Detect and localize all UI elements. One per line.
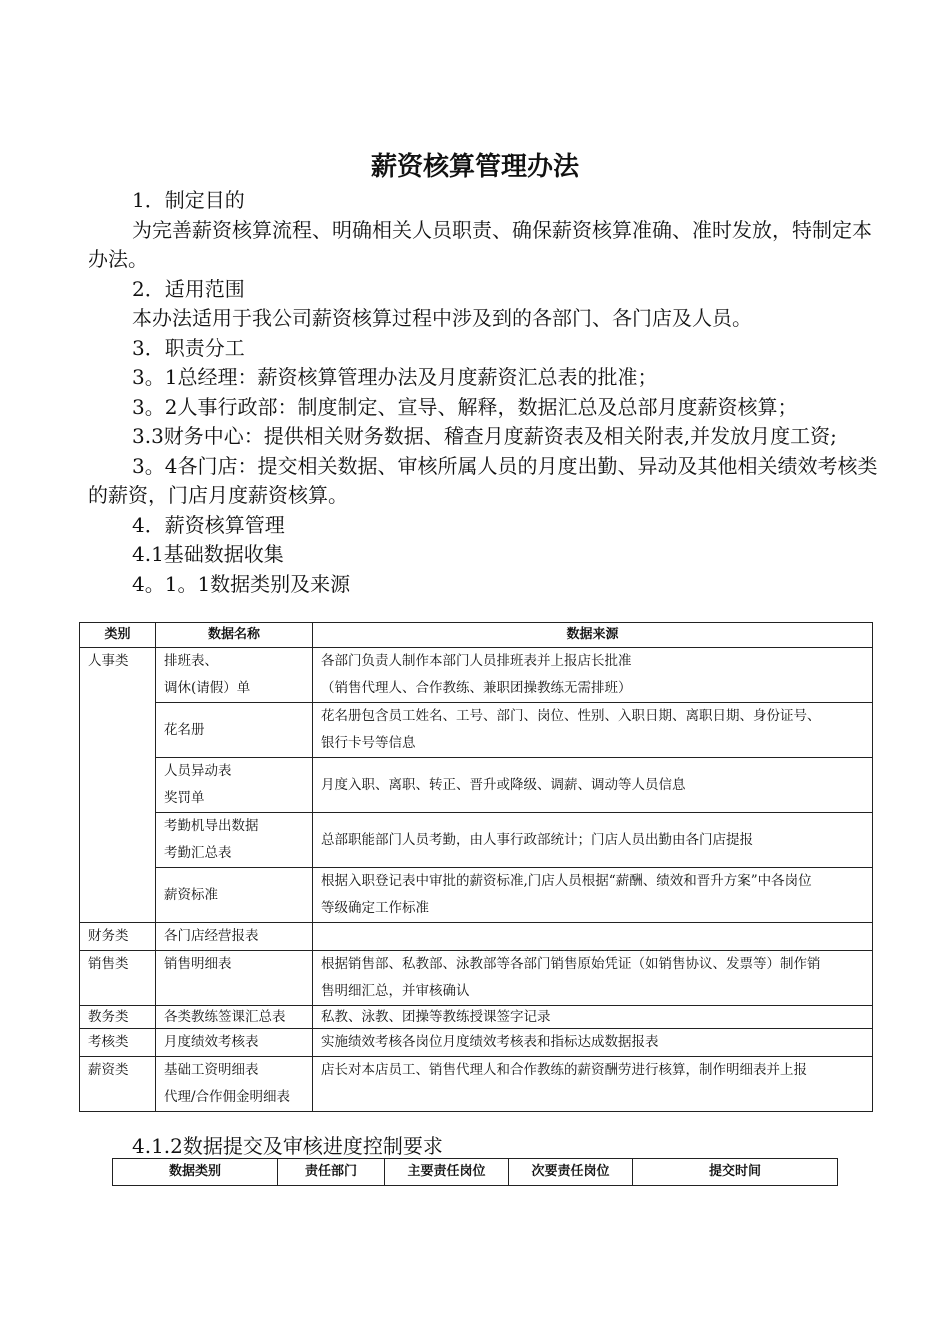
- source-cell: [313, 648, 873, 703]
- name-cell: [156, 813, 313, 868]
- name-cell: 花名册: [156, 703, 313, 758]
- name-line: 人员异动表: [164, 763, 232, 779]
- source-line: （销售代理人、合作教练、兼职团操教练无需排班）: [321, 680, 632, 696]
- name-line: 代理/合作佣金明细表: [164, 1089, 291, 1105]
- name-cell: 各类教练签课汇总表: [156, 1006, 313, 1029]
- source-cell: 总部职能部门人员考勤，由人事行政部统计；门店人员出勤由各门店提报: [313, 813, 873, 868]
- data-source-table: [79, 622, 873, 1112]
- name-cell: [156, 758, 313, 813]
- source-line: 根据入职登记表中审批的薪资标准,门店人员根据“薪酬、绩效和晋升方案”中各岗位: [321, 873, 812, 889]
- page-title: 薪资核算管理办法: [370, 152, 579, 182]
- name-cell: [156, 1057, 313, 1112]
- section-heading: 1．制定目的: [132, 188, 245, 212]
- subsection-heading: 4.1基础数据收集: [132, 542, 284, 566]
- table-row: [80, 1029, 873, 1057]
- table-row: [80, 1057, 873, 1112]
- table-header: 主要责任岗位: [385, 1159, 509, 1186]
- source-cell: [313, 868, 873, 923]
- source-cell: 店长对本店员工、销售代理人和合作教练的薪资酬劳进行核算，制作明细表并上报: [313, 1057, 873, 1112]
- name-line: 奖罚单: [164, 790, 205, 806]
- table-header: 次要责任岗位: [509, 1159, 633, 1186]
- source-line: 花名册包含员工姓名、工号、部门、岗位、性别、入职日期、离职日期、身份证号、: [321, 708, 821, 724]
- paragraph: 3。4各门店：提交相关数据、审核所属人员的月度出勤、异动及其他相关绩效考核类的薪资，门店月度薪资核算。: [88, 453, 878, 507]
- section-heading: 2．适用范围: [132, 276, 245, 301]
- table-row: [80, 703, 873, 758]
- name-line: 考勤汇总表: [164, 845, 232, 861]
- table-header: 数据来源: [313, 623, 873, 648]
- category-cell: 财务类: [80, 923, 156, 951]
- table-header: 类别: [80, 623, 156, 648]
- table-row: [80, 1006, 873, 1029]
- source-cell: 私教、泳教、团操等教练授课签字记录: [313, 1006, 873, 1029]
- name-line: 排班表、: [164, 653, 218, 669]
- submission-schedule-table: [112, 1158, 838, 1186]
- source-cell: [313, 923, 873, 951]
- table-header: 责任部门: [278, 1159, 385, 1186]
- name-cell: 销售明细表: [156, 951, 313, 1006]
- category-cell: 教务类: [80, 1006, 156, 1029]
- body-text: [88, 186, 878, 599]
- name-cell: 薪资标准: [156, 868, 313, 923]
- table-header-row: [113, 1159, 838, 1186]
- source-cell: [313, 951, 873, 1006]
- table-header: 提交时间: [633, 1159, 838, 1186]
- name-line: 考勤机导出数据: [164, 818, 259, 834]
- table-header: 数据类别: [113, 1159, 278, 1186]
- paragraph: 3。1总经理：薪资核算管理办法及月度薪资汇总表的批准；: [132, 365, 658, 389]
- category-cell: 销售类: [80, 951, 156, 1006]
- table-row: [80, 813, 873, 868]
- section-heading: 4．薪资核算管理: [132, 512, 285, 537]
- source-cell: 月度入职、离职、转正、晋升或降级、调薪、调动等人员信息: [313, 758, 873, 813]
- subsection-heading: 4。1。1数据类别及来源: [132, 571, 351, 596]
- source-line: 各部门负责人制作本部门人员排班表并上报店长批准: [321, 653, 632, 669]
- source-cell: [313, 703, 873, 758]
- name-cell: 各门店经营报表: [156, 923, 313, 951]
- table-row: [80, 951, 873, 1006]
- paragraph: 3.3财务中心：提供相关财务数据、稽查月度薪资表及相关附表,并发放月度工资;: [132, 424, 837, 448]
- source-line: 银行卡号等信息: [321, 735, 416, 751]
- source-line: 根据销售部、私教部、泳教部等各部门销售原始凭证（如销售协议、发票等）制作销: [321, 956, 821, 972]
- name-cell: 月度绩效考核表: [156, 1029, 313, 1057]
- category-cell: 考核类: [80, 1029, 156, 1057]
- name-cell: [156, 648, 313, 703]
- table-row: [80, 648, 873, 703]
- category-cell: 薪资类: [80, 1057, 156, 1112]
- section-heading: 3．职责分工: [132, 335, 245, 360]
- name-line: 调休(请假）单: [164, 680, 251, 696]
- paragraph: 本办法适用于我公司薪资核算过程中涉及到的各部门、各门店及人员。: [132, 306, 752, 330]
- paragraph: 为完善薪资核算流程、明确相关人员职责、确保薪资核算准确、准时发放，特制定本办法。: [88, 217, 872, 271]
- table-row: [80, 868, 873, 923]
- table-row: [80, 923, 873, 951]
- source-line: 售明细汇总，并审核确认: [321, 983, 470, 999]
- table-row: [80, 758, 873, 813]
- paragraph: 3。2人事行政部：制度制定、宣导、解释，数据汇总及总部月度薪资核算；: [132, 394, 798, 419]
- table-header: 数据名称: [156, 623, 313, 648]
- category-cell: 人事类: [80, 648, 156, 923]
- name-line: 基础工资明细表: [164, 1062, 259, 1078]
- table-header-row: [80, 623, 873, 648]
- source-line: 等级确定工作标准: [321, 900, 429, 916]
- source-cell: 实施绩效考核各岗位月度绩效考核表和指标达成数据报表: [313, 1029, 873, 1057]
- subsection-heading: 4.1.2数据提交及审核进度控制要求: [132, 1134, 443, 1158]
